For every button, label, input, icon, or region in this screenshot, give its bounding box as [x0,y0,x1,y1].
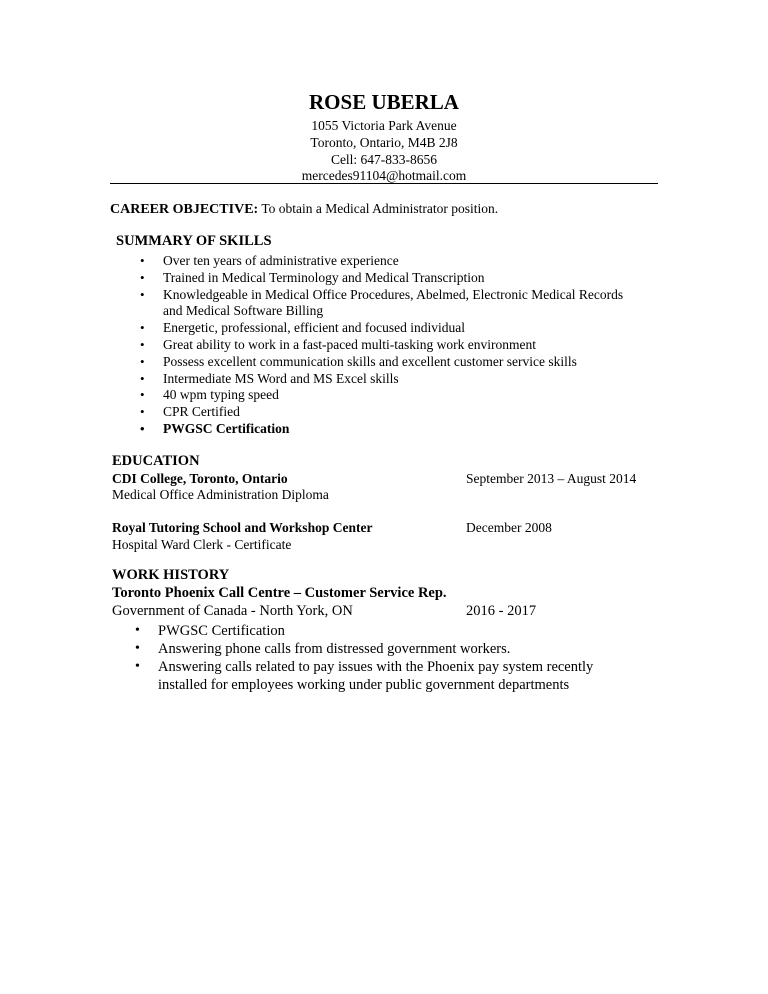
address-line-1: 1055 Victoria Park Avenue [311,118,457,133]
education-school: Royal Tutoring School and Workshop Center [112,520,373,535]
job-duty: • Answering calls related to pay issues with the Phoenix pay system recently [110,658,593,676]
education-program: Hospital Ward Clerk - Certificate [112,537,292,552]
cell-phone: Cell: 647-833-8656 [330,152,438,167]
address-line-2: Toronto, Ontario, M4B 2J8 [310,135,458,150]
skill-item: • Intermediate MS Word and MS Excel skills [110,371,623,388]
skill-item: • Energetic, professional, efficient and focused individual [110,320,623,337]
work-heading: WORK HISTORY [112,567,230,583]
job-duties-list [110,622,593,694]
skill-item: • Trained in Medical Terminology and Medical Transcription [110,270,623,287]
skill-item-continuation: and Medical Software Billing [163,303,324,319]
career-objective [110,201,498,218]
skill-item: • Possess excellent communication skills and excellent customer service skills [110,354,623,371]
education-school: CDI College, Toronto, Ontario [112,471,288,486]
skill-item: • Great ability to work in a fast-paced multi-tasking work environment [110,337,623,354]
skills-list [110,253,623,438]
skills-heading: SUMMARY OF SKILLS [116,233,272,249]
job-duty: • Answering phone calls from distressed government workers. [110,640,593,658]
career-objective-label: CAREER OBJECTIVE: [110,202,259,217]
header-divider [110,183,658,184]
job-duty-continuation: installed for employees working under public government departments [158,677,570,693]
education-dates: September 2013 – August 2014 [466,471,637,486]
job-title: Toronto Phoenix Call Centre – Customer Service Rep. [112,585,447,601]
skill-item: • CPR Certified [110,404,623,421]
skill-item: • Knowledgeable in Medical Office Procedures, Abelmed, Electronic Medical Records [110,287,623,304]
skill-item: • 40 wpm typing speed [110,387,623,404]
education-program: Medical Office Administration Diploma [112,487,329,502]
skill-item: • Over ten years of administrative experience [110,253,623,270]
career-objective-text: To obtain a Medical Administrator position. [258,201,499,216]
job-duty: • PWGSC Certification [110,622,593,640]
education-heading: EDUCATION [112,453,200,469]
email: mercedes91104@hotmail.com [301,168,467,183]
job-employer: Government of Canada - North York, ON [112,603,353,619]
education-dates: December 2008 [466,520,552,535]
job-dates: 2016 - 2017 [466,603,537,619]
skill-item: • PWGSC Certification [110,421,623,438]
resume-name: ROSE UBERLA [309,90,459,114]
